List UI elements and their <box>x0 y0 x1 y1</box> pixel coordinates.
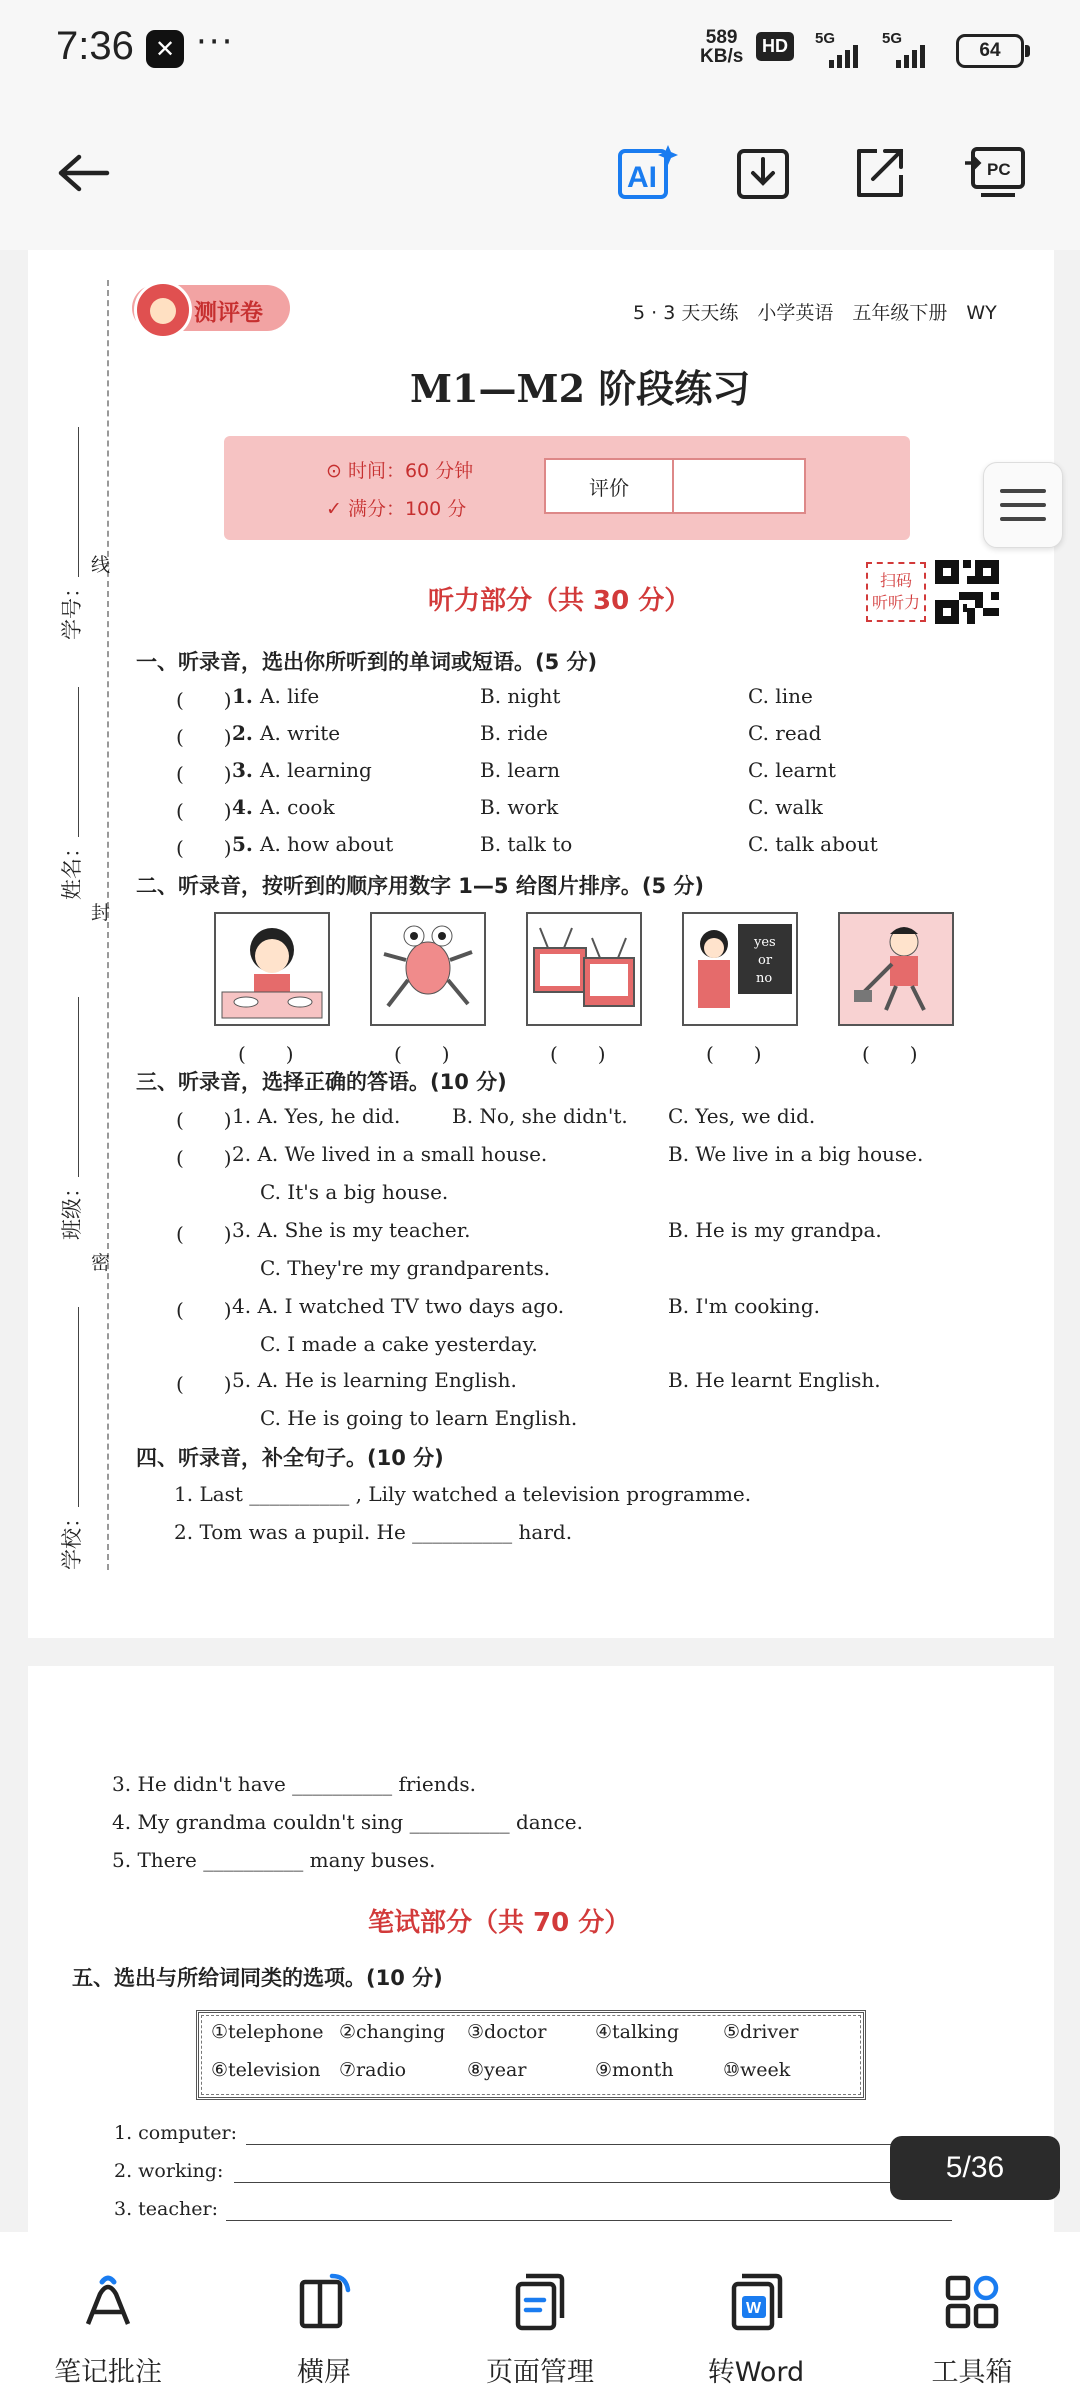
seal-char: 封 <box>91 902 111 924</box>
answer-bracket[interactable]: ( ) <box>176 725 232 749</box>
option-b: B. learn <box>480 758 561 782</box>
q2-option-a: 2. A. We lived in a small house. <box>232 1142 548 1166</box>
answer-line[interactable] <box>246 2144 952 2145</box>
signal-1 <box>815 30 858 68</box>
section-1-heading: 一、听录音，选出你所听到的单词或短语。(5 分) <box>136 650 598 674</box>
fill-sentence: 4. My grandma couldn't sing __________ dance. <box>112 1810 583 1834</box>
side-field-name <box>56 650 82 900</box>
q1-option-a: 1. A. Yes, he did. <box>232 1104 401 1128</box>
nav-to-word[interactable] <box>648 2232 864 2401</box>
share-icon <box>851 145 907 201</box>
signal-bars-icon <box>896 45 925 68</box>
pc-icon <box>963 145 1027 201</box>
nav-label: 页面管理 <box>486 2357 594 2388</box>
answer-bracket[interactable]: ( ) <box>176 1222 232 1246</box>
ai-icon <box>616 143 678 203</box>
word-option: ⑩week <box>723 2059 791 2081</box>
score-info <box>326 494 466 521</box>
option-c: C. learnt <box>748 758 836 782</box>
boy-gardening-picture <box>838 912 954 1026</box>
ai-label: AI <box>627 161 657 194</box>
signal-2-label: 5G <box>882 30 903 47</box>
classify-item: 3. teacher: <box>114 2198 218 2220</box>
q5-option-b: B. He learnt English. <box>668 1368 881 1392</box>
clock-icon: ⊙ <box>326 460 342 482</box>
word-option: ⑦radio <box>339 2059 407 2081</box>
girl-eating-picture <box>214 912 330 1026</box>
blackboard-word: yes <box>754 935 776 950</box>
option-b: B. work <box>480 795 559 819</box>
listening-heading: 听力部分（共 30 分） <box>428 586 691 616</box>
section-2-heading: 二、听录音，按听到的顺序用数字 1—5 给图片排序。(5 分) <box>136 874 704 898</box>
rating-value <box>674 460 804 512</box>
fill-sentence: 2. Tom was a pupil. He __________ hard. <box>174 1520 573 1544</box>
q3-option-b: B. He is my grandpa. <box>668 1218 882 1242</box>
section-3-heading: 三、听录音，选择正确的答语。(10 分) <box>136 1070 507 1094</box>
fill-sentence: 5. There __________ many buses. <box>112 1848 436 1872</box>
picture-answer-bracket[interactable]: ( ) <box>862 1042 918 1066</box>
outline-menu-button[interactable] <box>983 462 1063 548</box>
televisions-picture <box>526 912 642 1026</box>
answer-bracket[interactable]: ( ) <box>176 1108 232 1132</box>
nav-label: 笔记批注 <box>54 2357 162 2388</box>
back-arrow-icon <box>55 153 111 193</box>
nav-annotate[interactable] <box>0 2232 216 2401</box>
side-label-id: 学号： <box>60 577 84 640</box>
word-option: ③doctor <box>467 2021 547 2043</box>
question-number: 2. <box>232 721 253 745</box>
option-c: C. talk about <box>748 832 878 856</box>
picture-answer-bracket[interactable]: ( ) <box>394 1042 450 1066</box>
badge <box>132 285 290 331</box>
score-info-text: 满分：100 分 <box>347 498 467 520</box>
document-page-5 <box>28 250 1054 1638</box>
share-button[interactable] <box>844 138 914 208</box>
side-label-class: 班级： <box>60 1177 84 1240</box>
net-speed <box>700 28 743 66</box>
nav-label: 横屏 <box>297 2357 351 2388</box>
scan-label <box>866 562 926 622</box>
top-toolbar <box>0 100 1080 250</box>
more-notifications-icon: ··· <box>196 22 235 62</box>
question-number: 4. <box>232 795 253 819</box>
check-icon: ✓ <box>326 498 342 520</box>
status-bar <box>0 0 1080 100</box>
blackboard-word: no <box>756 971 773 986</box>
signal-bars-icon <box>829 45 858 68</box>
answer-line[interactable] <box>226 2220 952 2221</box>
side-field-id <box>56 390 82 640</box>
answer-bracket[interactable]: ( ) <box>176 799 232 823</box>
qr-code-icon[interactable] <box>935 560 999 624</box>
download-button[interactable] <box>728 138 798 208</box>
mascot-icon <box>134 281 192 339</box>
signal-1-label: 5G <box>815 30 836 47</box>
menu-icon <box>984 463 1062 547</box>
fill-sentence: 3. He didn't have __________ friends. <box>112 1772 477 1796</box>
picture-answer-bracket[interactable]: ( ) <box>238 1042 294 1066</box>
info-band <box>224 436 910 540</box>
time-info <box>326 456 473 483</box>
q3-option-c: C. They're my grandparents. <box>260 1256 551 1280</box>
word-option: ⑧year <box>467 2059 527 2081</box>
word-box <box>196 2010 866 2100</box>
nav-toolbox[interactable] <box>864 2232 1080 2401</box>
page-indicator: 5/36 <box>890 2136 1060 2200</box>
word-option: ②changing <box>339 2021 446 2043</box>
word-option: ⑤driver <box>723 2021 799 2043</box>
nav-landscape[interactable] <box>216 2232 432 2401</box>
word-option: ⑨month <box>595 2059 674 2081</box>
bottom-navigation <box>0 2232 1080 2401</box>
answer-bracket[interactable]: ( ) <box>176 1146 232 1170</box>
picture-answer-bracket[interactable]: ( ) <box>706 1042 762 1066</box>
answer-line[interactable] <box>234 2182 952 2183</box>
word-option: ⑥television <box>211 2059 321 2081</box>
frog-picture <box>370 912 486 1026</box>
ai-button[interactable] <box>612 138 682 208</box>
q4-option-a: 4. A. I watched TV two days ago. <box>232 1294 565 1318</box>
blackboard-word: or <box>758 953 773 968</box>
option-a: A. learning <box>260 758 372 782</box>
toolbox-icon <box>942 2272 1002 2332</box>
q4-option-c: C. I made a cake yesterday. <box>260 1332 538 1356</box>
capcut-icon: ✕ <box>146 30 184 68</box>
time-info-text: 时间：60 分钟 <box>347 460 474 482</box>
option-b: B. night <box>480 684 561 708</box>
word-box-row-2 <box>199 2057 863 2091</box>
writing-heading: 笔试部分（共 70 分） <box>368 1908 631 1938</box>
classify-item: 2. working: <box>114 2160 224 2182</box>
battery-icon: 64 <box>956 34 1024 68</box>
answer-bracket[interactable]: ( ) <box>176 1298 232 1322</box>
option-a: A. write <box>260 721 341 745</box>
word-convert-icon <box>726 2272 786 2332</box>
word-box-row-1 <box>199 2019 863 2053</box>
seal-char: 线 <box>91 554 111 576</box>
answer-bracket[interactable]: ( ) <box>176 762 232 786</box>
answer-bracket[interactable]: ( ) <box>176 836 232 860</box>
svg-text:W: W <box>746 2300 762 2317</box>
section-4-heading: 四、听录音，补全句子。(10 分) <box>136 1446 444 1470</box>
signal-2 <box>882 30 925 68</box>
option-b: B. talk to <box>480 832 573 856</box>
q2-option-c: C. It's a big house. <box>260 1180 449 1204</box>
net-speed-value: 589 <box>705 27 738 48</box>
open-on-pc-button[interactable] <box>960 138 1030 208</box>
fill-sentence: 1. Last __________ , Lily watched a television programme. <box>174 1482 752 1506</box>
section-5-heading: 五、选出与所给词同类的选项。(10 分) <box>72 1966 443 1990</box>
page-title: M1—M2 阶段练习 <box>410 366 751 411</box>
side-label-school: 学校： <box>60 1507 84 1570</box>
word-option: ④talking <box>595 2021 680 2043</box>
hd-badge: HD <box>756 32 794 61</box>
pc-label: PC <box>987 160 1011 179</box>
q5-option-a: 5. A. He is learning English. <box>232 1368 517 1392</box>
classify-item: 1. computer: <box>114 2122 238 2144</box>
option-c: C. line <box>748 684 813 708</box>
scan-text-1: 扫码 <box>879 571 912 590</box>
picture-answer-bracket[interactable]: ( ) <box>550 1042 606 1066</box>
option-c: C. read <box>748 721 822 745</box>
option-c: C. walk <box>748 795 823 819</box>
answer-bracket[interactable]: ( ) <box>176 688 232 712</box>
rotate-screen-icon <box>294 2272 354 2332</box>
side-label-name: 姓名： <box>60 837 84 900</box>
option-a: A. how about <box>260 832 394 856</box>
net-speed-unit: KB/s <box>700 46 744 67</box>
q2-option-b: B. We live in a big house. <box>668 1142 924 1166</box>
side-field-class <box>56 960 82 1240</box>
option-a: A. cook <box>260 795 335 819</box>
q4-option-b: B. I'm cooking. <box>668 1294 820 1318</box>
q1-option-c: C. Yes, we did. <box>668 1104 816 1128</box>
q3-option-a: 3. A. She is my teacher. <box>232 1218 471 1242</box>
clock: 7:36 <box>56 24 134 68</box>
download-icon <box>735 145 791 201</box>
option-a: A. life <box>260 684 320 708</box>
rating-label: 评价 <box>546 460 674 512</box>
question-number: 3. <box>232 758 253 782</box>
question-number: 5. <box>232 832 253 856</box>
nav-label: 工具箱 <box>931 2357 1013 2388</box>
badge-label: 测评卷 <box>194 300 263 326</box>
binding-line <box>107 280 109 1570</box>
question-number: 1. <box>232 684 253 708</box>
word-option: ①telephone <box>211 2021 324 2043</box>
series-info: 5 · 3 天天练 小学英语 五年级下册 WY <box>633 302 997 324</box>
nav-page-manage[interactable] <box>432 2232 648 2401</box>
seal-char: 密 <box>91 1252 111 1274</box>
teacher-blackboard-picture <box>682 912 798 1026</box>
q5-option-c: C. He is going to learn English. <box>260 1406 578 1430</box>
answer-bracket[interactable]: ( ) <box>176 1372 232 1396</box>
side-field-school <box>56 1270 82 1570</box>
rating-box <box>544 458 806 514</box>
scan-text-2: 听听力 <box>871 593 920 612</box>
page-manage-icon <box>510 2272 570 2332</box>
option-b: B. ride <box>480 721 549 745</box>
q1-option-b: B. No, she didn't. <box>452 1104 628 1128</box>
nav-label: 转Word <box>707 2357 805 2388</box>
back-button[interactable] <box>48 138 118 208</box>
pen-annotate-icon <box>78 2272 138 2332</box>
